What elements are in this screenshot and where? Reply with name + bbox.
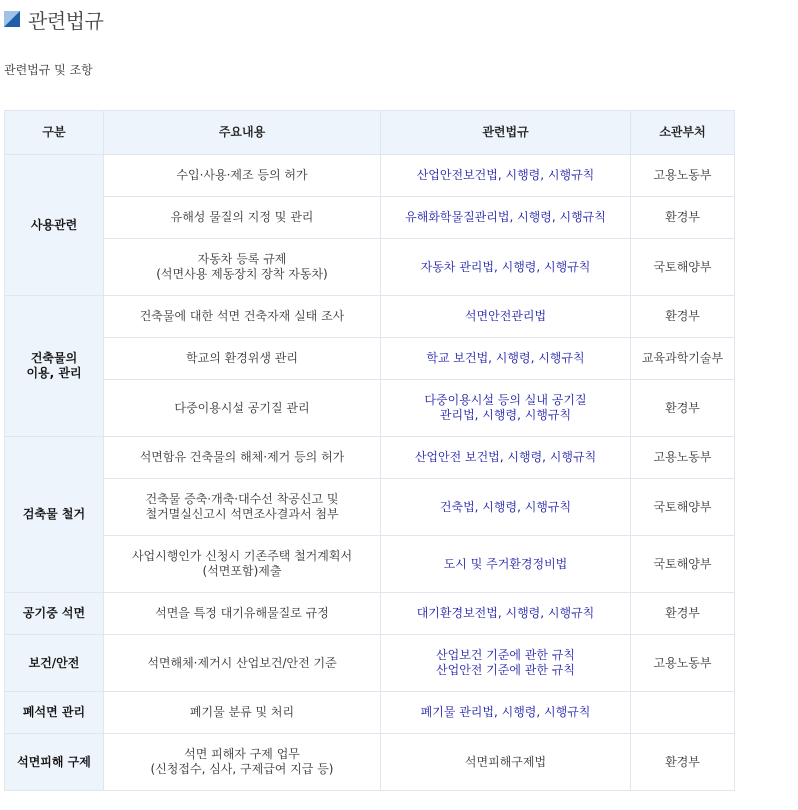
law-cell[interactable]: 학교 보건법, 시행령, 시행규칙 [381, 338, 631, 380]
table-row [5, 437, 735, 479]
category-line: 이용, 관리 [26, 366, 82, 380]
table-row [5, 155, 735, 197]
law-cell[interactable] [381, 635, 631, 692]
content-cell: 수입·사용·제조 등의 허가 [104, 155, 381, 197]
table-row [5, 692, 735, 734]
ministry-cell [631, 692, 735, 734]
content-cell: 학교의 환경위생 관리 [104, 338, 381, 380]
content-line: 건축물 증축·개축·대수선 착공신고 및 [145, 492, 339, 506]
ministry-cell: 교육과학기술부 [631, 338, 735, 380]
ministry-cell: 환경부 [631, 197, 735, 239]
content-cell: 유해성 물질의 지정 및 관리 [104, 197, 381, 239]
ministry-cell: 환경부 [631, 296, 735, 338]
law-cell[interactable] [381, 380, 631, 437]
content-cell [104, 734, 381, 791]
content-line: 철거멸실신고시 석면조사결과서 첨부 [145, 507, 339, 521]
law-cell[interactable]: 대기환경보전법, 시행령, 시행규칙 [381, 593, 631, 635]
law-cell[interactable]: 유해화학물질관리법, 시행령, 시행규칙 [381, 197, 631, 239]
table-header-row [5, 111, 735, 155]
law-cell[interactable]: 석면안전관리법 [381, 296, 631, 338]
category-cell: 공기중 석면 [5, 593, 104, 635]
content-line: 석면 피해자 구제 업무 [184, 747, 300, 761]
table-row [5, 536, 735, 593]
blue-triangle-square-icon [4, 11, 20, 27]
ministry-cell: 환경부 [631, 734, 735, 791]
content-cell: 석면을 특정 대기유해물질로 규정 [104, 593, 381, 635]
header-content: 주요내용 [104, 111, 381, 155]
table-row [5, 380, 735, 437]
law-cell[interactable]: 폐기물 관리법, 시행령, 시행규칙 [381, 692, 631, 734]
content-line: (석면사용 제동장치 장착 자동차) [156, 267, 328, 281]
category-cell: 보건/안전 [5, 635, 104, 692]
content-cell: 석면함유 건축물의 해체·제거 등의 허가 [104, 437, 381, 479]
law-cell[interactable]: 산업안전 보건법, 시행령, 시행규칙 [381, 437, 631, 479]
content-cell [104, 536, 381, 593]
page-header [4, 4, 103, 34]
header-category: 구분 [5, 111, 104, 155]
header-law: 관련법규 [381, 111, 631, 155]
content-cell: 폐기물 분류 및 처리 [104, 692, 381, 734]
table-row [5, 479, 735, 536]
table-row [5, 296, 735, 338]
law-line: 관리법, 시행령, 시행규칙 [439, 408, 572, 422]
ministry-cell: 고용노동부 [631, 155, 735, 197]
content-line: 자동차 등록 규제 [197, 252, 287, 266]
law-cell: 석면피해구제법 [381, 734, 631, 791]
table-row [5, 635, 735, 692]
law-line: 산업보건 기준에 관한 규칙 [436, 648, 575, 662]
category-cell: 사용관련 [5, 155, 104, 296]
category-cell [5, 296, 104, 437]
content-cell: 건축물에 대한 석면 건축자재 실태 조사 [104, 296, 381, 338]
category-cell: 검축물 철거 [5, 437, 104, 593]
header-ministry: 소관부처 [631, 111, 735, 155]
law-line: 산업안전 기준에 관한 규칙 [436, 663, 575, 677]
law-cell[interactable]: 도시 및 주거환경정비법 [381, 536, 631, 593]
content-line: (신청접수, 심사, 구제급여 지급 등) [150, 762, 334, 776]
table-row [5, 338, 735, 380]
content-cell [104, 239, 381, 296]
content-cell: 석면해체·제거시 산업보건/안전 기준 [104, 635, 381, 692]
category-line: 건축물의 [30, 351, 78, 365]
ministry-cell: 국토해양부 [631, 479, 735, 536]
law-cell[interactable]: 산업안전보건법, 시행령, 시행규칙 [381, 155, 631, 197]
page-subtitle: 관련법규 및 조항 [4, 63, 93, 77]
content-line: (석면포함)제출 [202, 564, 282, 578]
law-line: 다중이용시설 등의 실내 공기질 [424, 393, 587, 407]
ministry-cell: 고용노동부 [631, 635, 735, 692]
ministry-cell: 환경부 [631, 380, 735, 437]
table-row [5, 239, 735, 296]
law-cell[interactable]: 건축법, 시행령, 시행규칙 [381, 479, 631, 536]
table-row [5, 593, 735, 635]
regulations-table [4, 110, 735, 791]
category-cell: 석면피해 구제 [5, 734, 104, 791]
content-cell [104, 479, 381, 536]
content-cell: 다중이용시설 공기질 관리 [104, 380, 381, 437]
ministry-cell: 국토해양부 [631, 536, 735, 593]
ministry-cell: 고용노동부 [631, 437, 735, 479]
content-line: 사업시행인가 신청시 기존주택 철거계획서 [131, 549, 353, 563]
table-row [5, 197, 735, 239]
table-row [5, 734, 735, 791]
law-cell[interactable]: 자동차 관리법, 시행령, 시행규칙 [381, 239, 631, 296]
ministry-cell: 국토해양부 [631, 239, 735, 296]
ministry-cell: 환경부 [631, 593, 735, 635]
category-cell: 폐석면 관리 [5, 692, 104, 734]
page-title: 관련법규 [28, 8, 104, 33]
